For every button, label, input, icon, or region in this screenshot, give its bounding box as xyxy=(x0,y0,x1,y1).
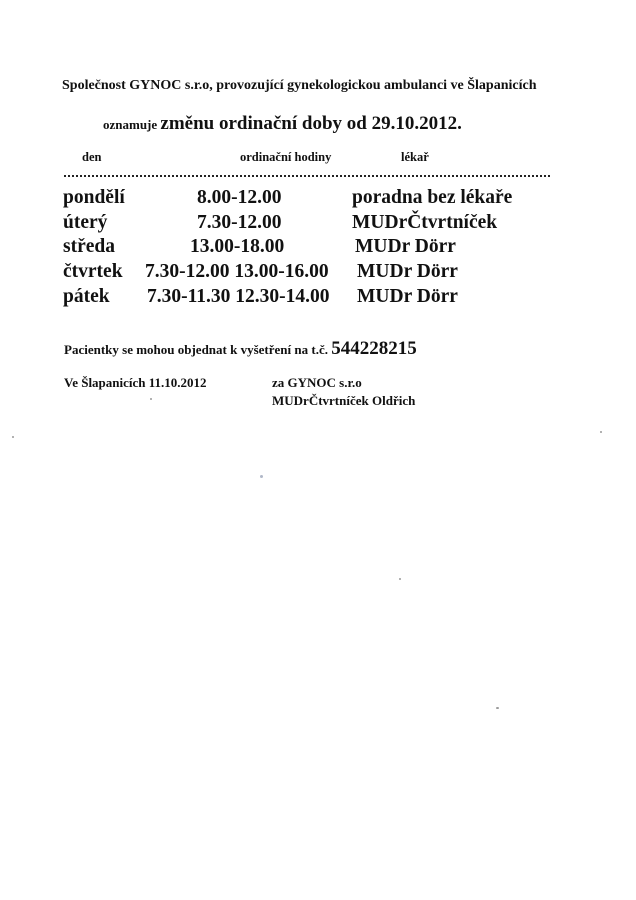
scan-speck xyxy=(260,475,263,478)
row-day: úterý xyxy=(63,212,108,233)
column-header-doctor: lékař xyxy=(401,150,429,164)
scan-speck xyxy=(496,707,499,709)
table-row xyxy=(0,286,636,310)
signature-company: za GYNOC s.r.o xyxy=(272,375,362,390)
scan-speck xyxy=(600,431,602,433)
company-line: Společnost GYNOC s.r.o, provozující gynekologickou ambulanci ve Šlapanicích xyxy=(62,78,537,93)
row-doctor: MUDr Dörr xyxy=(357,286,458,307)
row-hours: 13.00-18.00 xyxy=(190,236,285,257)
contact-text: Pacientky se mohou objednat k vyšetření na t.č. xyxy=(64,342,328,357)
row-doctor: MUDrČtvrtníček xyxy=(352,212,498,233)
scan-speck xyxy=(399,578,401,580)
table-row xyxy=(0,236,636,260)
row-day: středa xyxy=(63,236,115,257)
table-row xyxy=(0,212,636,236)
row-hours: 7.30-11.30 12.30-14.00 xyxy=(147,286,330,307)
row-day: pondělí xyxy=(63,187,125,208)
row-hours: 8.00-12.00 xyxy=(197,187,282,208)
phone-number: 544228215 xyxy=(331,338,417,359)
contact-line xyxy=(64,338,417,360)
table-row xyxy=(0,261,636,285)
row-doctor: poradna bez lékaře xyxy=(352,187,513,208)
row-hours: 7.30-12.00 xyxy=(197,212,282,233)
row-hours: 7.30-12.00 13.00-16.00 xyxy=(145,261,329,282)
announcement-prefix: oznamuje xyxy=(103,117,158,132)
table-row xyxy=(0,187,636,211)
announcement xyxy=(103,113,462,135)
row-doctor: MUDr Dörr xyxy=(357,261,458,282)
row-doctor: MUDr Dörr xyxy=(355,236,456,257)
dotted-divider xyxy=(64,175,550,177)
signature-name: MUDrČtvrtníček Oldřich xyxy=(272,393,416,408)
announcement-main: změnu ordinační doby od 29.10.2012. xyxy=(160,113,462,134)
scan-speck xyxy=(150,398,152,400)
scan-speck xyxy=(12,436,14,438)
signature-place-date: Ve Šlapanicích 11.10.2012 xyxy=(64,375,207,390)
row-day: čtvrtek xyxy=(63,261,123,282)
row-day: pátek xyxy=(63,286,110,307)
column-header-day: den xyxy=(82,150,102,164)
column-header-hours: ordinační hodiny xyxy=(240,150,332,164)
